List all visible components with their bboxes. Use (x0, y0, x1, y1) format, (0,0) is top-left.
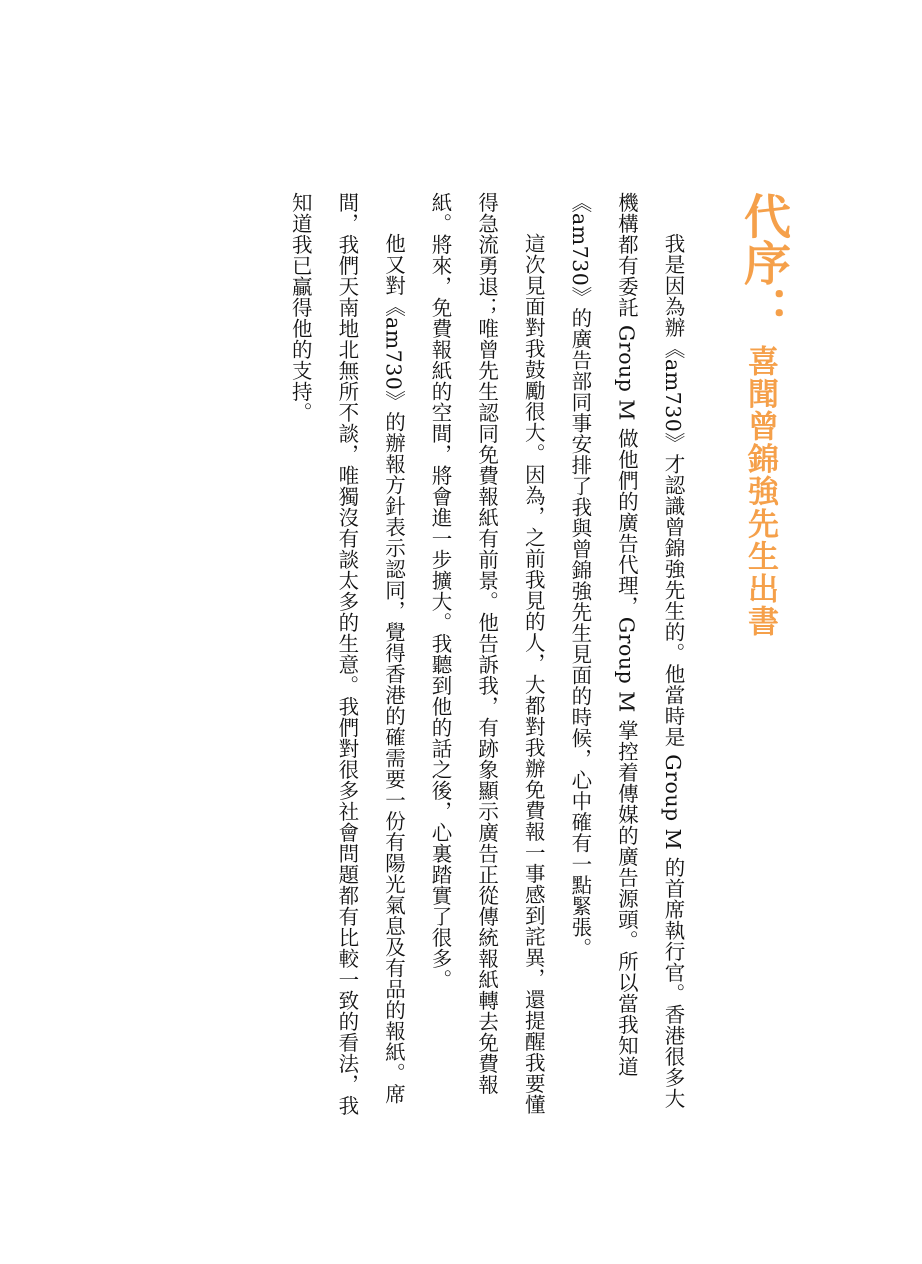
preface-body (277, 192, 696, 1122)
preface-subtitle: 喜聞曾錦強先生出書 (742, 345, 778, 638)
paragraph-3: 他又對《am730》的辦報方針表示認同，覺得香港的確需要一份有陽光氣息及有品的報紙。席間，我們天南地北無所不談，唯獨沒有談太多的生意。我們對很多社會問題都有比較一致的看法，我知道我已贏得他的支持。 (288, 192, 406, 1116)
preface-title: 代序： (736, 192, 791, 333)
paragraph-2: 這次見面對我鼓勵很大。因為，之前我見的人，大都對我辦免費報一事感到詫異，還提醒我要懂得急流勇退；唯曾先生認同免費報紙有前景。他告訴我，有跡象顯示廣告正從傳統報紙轉去免費報紙。將來，免費報紙的空間，將會進一步擴大。我聽到他的話之後，心裏踏實了很多。 (428, 192, 546, 1115)
paragraph-1: 我是因為辦《am730》才認識曾錦強先生的。他當時是 Group M 的首席執行官。香港很多大機構都有委託 Group M 做他們的廣告代理，Group M 掌控着傳媒的廣告源頭。所以當我知道《am730》的廣告部同事安排了我與曾錦強先生見面的時候，心中確有一點緊張。 (567, 192, 685, 1110)
